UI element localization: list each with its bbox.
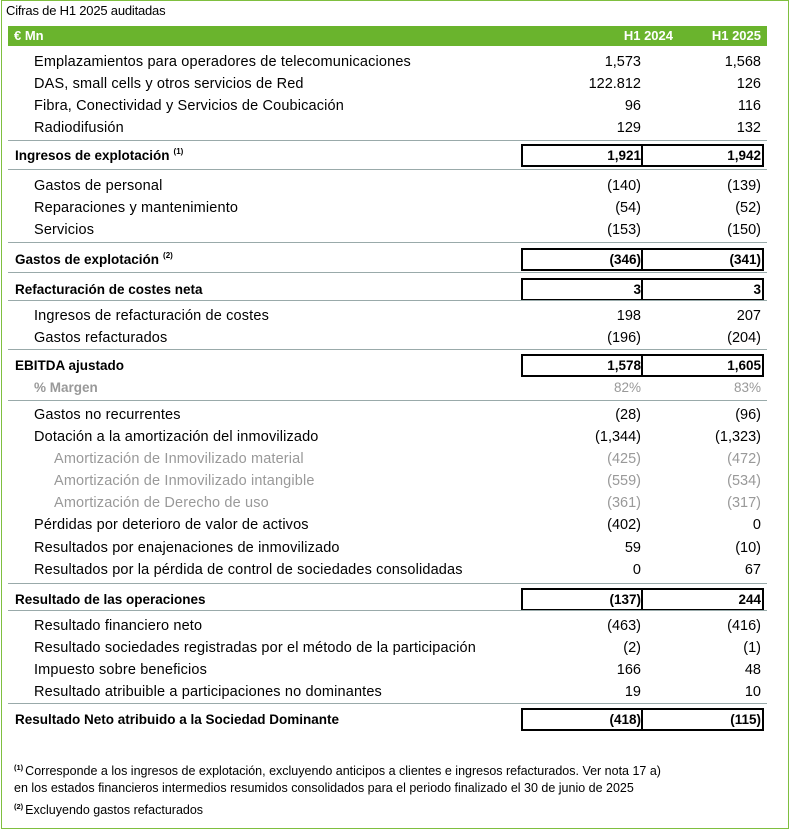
value-h1-2025: (1) [743,640,761,656]
row-label: Servicios [34,222,95,238]
col-h1-2025-header: H1 2025 [711,28,761,43]
row-label: Emplazamientos para operadores de telecomunicaciones [34,54,411,70]
value-h1-2024: (2) [623,640,641,656]
value-h1-2024: (425) [607,451,641,467]
value-h1-2025: (416) [727,618,761,634]
value-h1-2025: (150) [727,222,761,238]
row-label: Resultado financiero neto [34,618,203,634]
value-h1-2025: 1,942 [727,148,761,163]
row-label: Resultado Neto atribuido a la Sociedad Dominante [15,712,340,727]
table-row [0,589,792,611]
value-h1-2024: 1,921 [607,148,641,163]
row-label: Refacturación de costes neta [15,282,203,297]
table-header [8,26,767,46]
table-row [0,638,792,660]
table-row [0,220,792,242]
table-row [0,145,792,167]
table-row [0,306,792,328]
table-row [0,538,792,560]
row-separator [8,300,767,301]
value-h1-2024: 129 [616,120,641,136]
row-label: EBITDA ajustado [15,358,125,373]
value-h1-2025: 126 [736,76,761,92]
value-h1-2024: 19 [624,684,641,700]
value-h1-2025: 116 [737,98,761,114]
value-h1-2024: (1,344) [595,429,641,445]
value-box [521,708,764,731]
value-h1-2025: (341) [729,252,761,267]
value-h1-2025: (1,323) [715,429,761,445]
footnote-mark: (2) [14,802,24,811]
row-separator [8,242,767,243]
value-h1-2025: 67 [744,562,761,578]
value-h1-2024: (54) [615,200,641,216]
row-label: Gastos de explotación [15,252,160,267]
row-label: Ingresos de explotación [15,148,170,163]
value-h1-2025: (10) [735,540,761,556]
table-row [0,493,792,515]
value-h1-2025: 48 [744,662,761,678]
table-row [0,405,792,427]
table-row [0,427,792,449]
value-h1-2025: (115) [730,712,761,727]
value-h1-2024: (463) [607,618,641,634]
table-row [0,198,792,220]
value-h1-2024: 1,578 [607,358,641,373]
value-h1-2025: (52) [735,200,761,216]
table-row [0,52,792,74]
row-label: Amortización de Derecho de uso [54,495,269,511]
value-h1-2025: (204) [727,330,761,346]
table-row [0,616,792,638]
row-separator [8,583,767,584]
value-h1-2024: (402) [607,517,641,533]
row-separator [8,400,767,401]
value-h1-2024: (346) [609,252,641,267]
table-row [0,176,792,198]
row-label: Radiodifusión [34,120,124,136]
row-label: Pérdidas por deterioro de valor de activos [34,517,309,533]
value-h1-2025: (96) [735,407,761,423]
table-row [0,328,792,350]
table-row [0,560,792,582]
row-label: Resultado de las operaciones [15,592,206,607]
value-h1-2025: 0 [752,517,761,533]
row-separator [8,703,767,704]
row-label: Resultado atribuible a participaciones no dominantes [34,684,382,700]
footnote-2 [14,803,661,817]
table-row [0,471,792,493]
table-row [0,118,792,140]
table-row [0,355,792,377]
footnote-mark: (1) [14,763,24,772]
value-h1-2025: 3 [753,282,761,297]
row-label: Ingresos de refacturación de costes [34,308,269,324]
value-h1-2024: 96 [624,98,641,114]
value-h1-2025: 10 [744,684,761,700]
value-h1-2025: 83% [733,380,761,395]
value-h1-2025: 1,568 [724,54,761,70]
value-h1-2024: 166 [616,662,641,678]
row-label: Reparaciones y mantenimiento [34,200,239,216]
table-row [0,449,792,471]
value-box [521,278,764,301]
table-row [0,515,792,537]
value-h1-2024: (28) [615,407,641,423]
row-separator [8,610,767,611]
value-h1-2025: 132 [736,120,761,136]
footnote-text: Excluyendo gastos refacturados [25,803,204,817]
value-h1-2024: (196) [607,330,641,346]
row-label: Gastos refacturados [34,330,168,346]
table-row [0,96,792,118]
row-label: Fibra, Conectividad y Servicios de Coubicación [34,98,344,114]
table-row [0,378,792,400]
row-label: Resultado sociedades registradas por el método de la participación [34,640,476,656]
row-label: Gastos no recurrentes [34,407,181,423]
row-label-wrap [15,252,173,267]
value-h1-2025: (534) [727,473,761,489]
row-label: DAS, small cells y otros servicios de Red [34,76,304,92]
footnote-text-cont: en los estados financieros intermedios resumidos consolidados para el periodo finalizado el 30 de junio de 2025 [14,781,634,795]
value-box [521,588,764,611]
row-separator [8,272,767,273]
value-h1-2024: 82% [613,380,641,395]
row-separator [8,169,767,170]
value-h1-2024: (140) [607,178,641,194]
value-h1-2025: 244 [738,592,761,607]
value-h1-2024: (418) [609,712,641,727]
row-label: Gastos de personal [34,178,163,194]
table-row [0,709,792,731]
footnote-ref: (2) [163,252,173,260]
value-h1-2024: 59 [624,540,641,556]
col-h1-2024-header: H1 2024 [623,28,673,43]
footnote-1 [14,764,661,795]
row-label: Amortización de Inmovilizado material [54,451,304,467]
value-h1-2024: 1,573 [604,54,641,70]
row-label: Dotación a la amortización del inmovilizado [34,429,319,445]
footnotes [14,764,661,817]
footnote-text: Corresponde a los ingresos de explotación, excluyendo anticipos a clientes e ingresos refacturados. Ver nota 17 a) [25,764,661,778]
value-h1-2024: 0 [632,562,641,578]
table-row [0,249,792,271]
table-row [0,682,792,704]
value-box [521,248,764,271]
value-h1-2024: 122.812 [588,76,641,92]
value-h1-2025: (472) [727,451,761,467]
value-h1-2025: (317) [727,495,761,511]
row-separator [8,140,767,141]
row-label: Impuesto sobre beneficios [34,662,208,678]
row-label: % Margen [34,380,98,395]
value-h1-2024: (559) [607,473,641,489]
table-row [0,660,792,682]
row-label: Amortización de Inmovilizado intangible [54,473,315,489]
value-h1-2024: (361) [607,495,641,511]
row-label-wrap [15,148,183,163]
row-separator [8,349,767,350]
value-h1-2024: (153) [607,222,641,238]
unit-header: € Mn [14,28,44,43]
table-row [0,74,792,96]
row-label: Resultados por la pérdida de control de sociedades consolidadas [34,562,463,578]
value-h1-2025: 207 [736,308,761,324]
value-h1-2024: 198 [616,308,641,324]
value-h1-2024: (137) [609,592,641,607]
value-h1-2024: 3 [633,282,641,297]
footnote-ref: (1) [173,148,184,156]
value-h1-2025: (139) [727,178,761,194]
row-label: Resultados por enajenaciones de inmovilizado [34,540,340,556]
table-caption: Cifras de H1 2025 auditadas [6,3,166,18]
table-row [0,279,792,301]
value-h1-2025: 1,605 [727,358,761,373]
